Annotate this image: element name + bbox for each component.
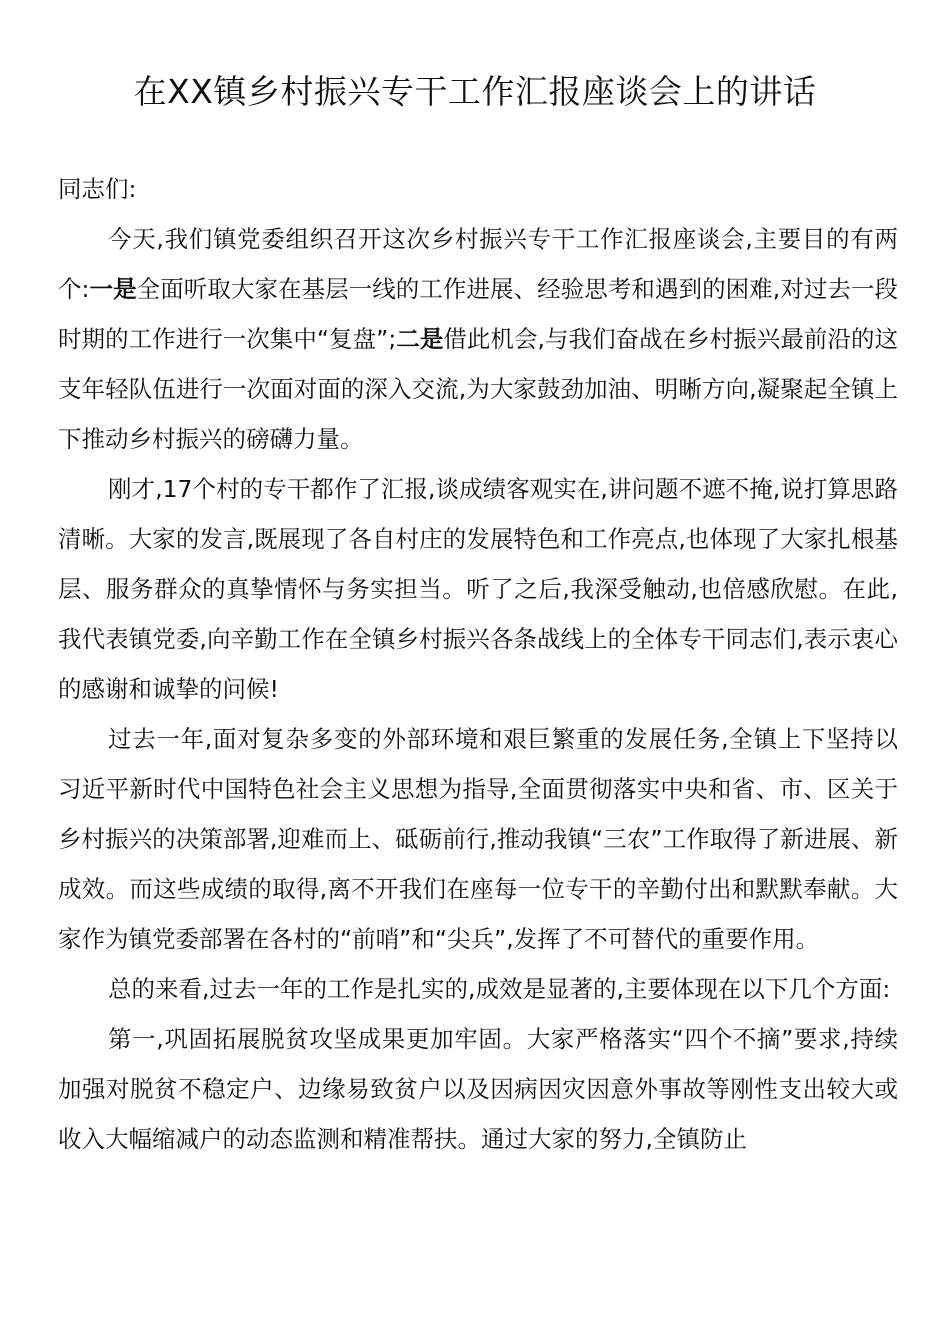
- document-body: [58, 164, 898, 1164]
- paragraph-past-year: 过去一年,面对复杂多变的外部环境和艰巨繁重的发展任务,全镇上下坚持以习近平新时代中国特色社会主义思想为指导,全面贯彻落实中央和省、市、区关于乡村振兴的决策部署,迎难而上、砥砺前行,推动我镇“三农”工作取得了新进展、新成效。而这些成绩的取得,离不开我们在座每一位专干的辛勤付出和默默奉献。大家作为镇党委部署在各村的“前哨”和“尖兵”,发挥了不可替代的重要作用。: [58, 725, 898, 953]
- paragraph-purpose: [58, 214, 898, 464]
- paragraph-summary: 总的来看,过去一年的工作是扎实的,成效是显著的,主要体现在以下几个方面:: [108, 975, 891, 1003]
- paragraph-reports: 刚才,17个村的专干都作了汇报,谈成绩客观实在,讲问题不遮不掩,说打算思路清晰。大家的发言,既展现了各自村庄的发展特色和工作亮点,也体现了大家扎根基层、服务群众的真挚情怀与务实担当。听了之后,我深受触动,也倍感欣慰。在此,我代表镇党委,向辛勤工作在全镇乡村振兴各条战线上的全体专干同志们,表示衷心的感谢和诚挚的问候!: [58, 475, 898, 703]
- paragraph-first-point: 第一,巩固拓展脱贫攻坚成果更加牢固。大家严格落实“四个不摘”要求,持续加强对脱贫不稳定户、边缘易致贫户以及因病因灾因意外事故等刚性支出较大或收入大幅缩减户的动态监测和精准帮扶。通过大家的努力,全镇防止: [58, 1025, 898, 1153]
- paragraph-text: 今天,我们镇党委组织召开这次乡村振兴专干工作汇报座谈会,主要目的有两个:: [58, 225, 898, 303]
- document-title: 在XX镇乡村振兴专干工作汇报座谈会上的讲话: [133, 72, 817, 111]
- salutation: 同志们:: [58, 175, 137, 203]
- paragraph-text: 全面听取大家在基层一线的工作进展、经验思考和遇到的困难,对过去一段时期的工作进行一次集中“复盘”;: [58, 275, 899, 353]
- paragraph-text: 借此机会,与我们奋战在乡村振兴最前沿的这支年轻队伍进行一次面对面的深入交流,为大家鼓劲加油、明晰方向,凝聚起全镇上下推动乡村振兴的磅礴力量。: [58, 325, 898, 453]
- emphasis-first: 一是: [89, 275, 137, 303]
- emphasis-second: 二是: [396, 325, 444, 353]
